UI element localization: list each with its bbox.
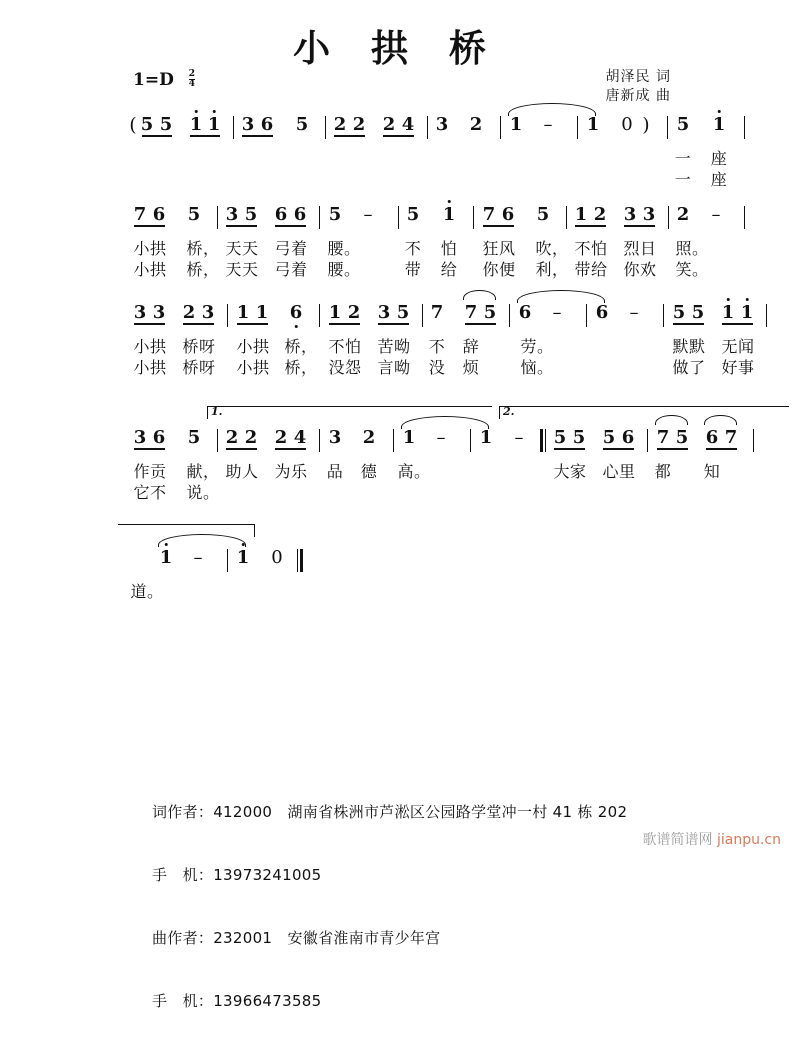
octave-dot-high [195, 110, 198, 113]
note-number: 6 [595, 302, 609, 323]
eighth-beam [603, 448, 634, 450]
note-number: 5 [553, 427, 567, 448]
eighth-beam [183, 323, 214, 325]
eighth-beam [226, 225, 257, 227]
lyric-syllable: 德 [360, 462, 378, 481]
lyric-syllable: 桥呀 [182, 337, 216, 356]
note-number: 1 [574, 204, 588, 225]
barline [319, 304, 320, 327]
note-number: 3 [225, 204, 239, 225]
lyric-row [0, 337, 793, 358]
note-number: 3 [133, 427, 147, 448]
note-number: 2 [182, 302, 196, 323]
note-number: 7 [656, 427, 670, 448]
note-number: 3 [328, 427, 342, 448]
barline [427, 116, 428, 139]
note-number: 5 [675, 427, 689, 448]
lyric-syllable: 一 [674, 149, 692, 168]
eighth-beam [142, 135, 172, 137]
note-number: 5 [244, 204, 258, 225]
note-number: 2 [469, 114, 483, 135]
lyric-syllable: 腰。 [327, 239, 361, 258]
octave-dot-high [448, 200, 451, 203]
eighth-beam [575, 225, 606, 227]
lyric-syllable: 好事 [721, 358, 755, 377]
note-number: 3 [623, 204, 637, 225]
lyric-syllable: 桥， [284, 337, 318, 356]
lyric-syllable: 不怕 [574, 239, 608, 258]
lyric-syllable: 大家 [553, 462, 587, 481]
time-signature-numerator: 2 [188, 69, 196, 79]
time-signature-denominator: 4 [188, 79, 196, 89]
lyric-syllable: 知 [703, 462, 721, 481]
lyric-syllable: 言呦 [377, 358, 411, 377]
page-title: 小 拱 桥 [293, 27, 500, 70]
note-number: 1 [208, 115, 221, 135]
tie-slur-arc [463, 290, 496, 300]
lyric-syllable: 弓着 [274, 239, 308, 258]
barline [753, 429, 754, 452]
lyric-syllable: 腰。 [327, 260, 361, 279]
lyric-syllable: 没怨 [328, 358, 362, 377]
lyric-syllable: 献， [186, 462, 220, 481]
barline [566, 206, 567, 229]
note-number: 6 [274, 204, 288, 225]
barline [586, 304, 587, 327]
note-number: 1 [236, 302, 250, 323]
lyric-syllable: 带 [404, 260, 422, 279]
barline [217, 206, 218, 229]
lyric-syllable: 高。 [397, 462, 431, 481]
lyric-syllable: 桥， [186, 260, 220, 279]
lyric-syllable: 烦 [462, 358, 480, 377]
note-number: 7 [724, 427, 738, 448]
note-number: 1 [443, 205, 456, 225]
section-parenthesis: ( [129, 114, 137, 136]
note-number: 2 [593, 204, 607, 225]
note-number: 2 [352, 114, 366, 135]
lyric-syllable: 天天 [225, 260, 259, 279]
lyric-syllable: 默默 [672, 337, 706, 356]
note-number: 4 [293, 427, 307, 448]
octave-dot-low [295, 325, 298, 328]
section-parenthesis: ) [642, 114, 650, 136]
lyric-syllable: 为乐 [274, 462, 308, 481]
note-number: 2 [274, 427, 288, 448]
eighth-beam [134, 225, 165, 227]
lyric-syllable: 利， [535, 260, 569, 279]
lyric-syllable: 你便 [482, 260, 516, 279]
barline [398, 206, 399, 229]
barline [509, 304, 510, 327]
note-number: 1 [255, 302, 269, 323]
note-row [0, 205, 793, 239]
note-number: 6 [293, 204, 307, 225]
eighth-beam [134, 323, 165, 325]
key-signature [133, 70, 195, 90]
lyric-syllable: 桥呀 [182, 358, 216, 377]
tie-slur-arc [704, 415, 737, 425]
footer-line: 词作者：412000 湖南省株洲市芦淞区公园路学堂冲一村 41 栋 202 [152, 803, 628, 821]
footer-line: 手 机：13973241005 [152, 866, 322, 884]
note-number: 1 [586, 114, 600, 135]
lyric-syllable: 都 [654, 462, 672, 481]
barline [667, 116, 668, 139]
note-number: 2 [382, 114, 396, 135]
time-signature [189, 70, 195, 89]
barline [393, 429, 394, 452]
lyric-syllable: 说。 [186, 483, 220, 502]
note-number: 7 [430, 302, 444, 323]
lyric-syllable: 带给 [574, 260, 608, 279]
barline [473, 206, 474, 229]
barline [227, 304, 228, 327]
note-row [0, 405, 793, 462]
note-number: 3 [377, 302, 391, 323]
note-number: 6 [518, 302, 532, 323]
lyric-syllable: 小拱 [236, 358, 270, 377]
note-duration-dash: – [363, 204, 373, 225]
lyric-syllable: 给 [440, 260, 458, 279]
lyric-syllable: 天天 [225, 239, 259, 258]
lyric-syllable: 不 [428, 337, 446, 356]
note-number: 4 [401, 114, 415, 135]
lyric-syllable: 做了 [672, 358, 706, 377]
watermark-en-text: jianpu.cn [716, 832, 781, 848]
note-duration-dash: – [552, 302, 562, 323]
lyric-syllable: 你欢 [623, 260, 657, 279]
note-number: 5 [672, 302, 686, 323]
note-number: 2 [362, 427, 376, 448]
eighth-beam [226, 448, 257, 450]
eighth-beam [673, 323, 704, 325]
key-signature-text: 1=D [133, 70, 174, 90]
footer-line: 手 机：13966473585 [152, 992, 322, 1010]
note-number: 2 [676, 204, 690, 225]
note-number: 7 [482, 204, 496, 225]
note-number: 5 [396, 302, 410, 323]
lyric-syllable: 吹， [535, 239, 569, 258]
eighth-beam [722, 323, 753, 325]
barline [500, 116, 501, 139]
lyric-syllable: 怕 [440, 239, 458, 258]
barline [217, 429, 218, 452]
note-number: 1 [479, 427, 493, 448]
note-number: 2 [347, 302, 361, 323]
lyric-syllable: 桥， [284, 358, 318, 377]
lyric-syllable: 作贡 [133, 462, 167, 481]
barline [319, 206, 320, 229]
note-duration-dash: – [514, 427, 524, 448]
note-number: 1 [190, 115, 203, 135]
barline [233, 116, 234, 139]
note-number: 3 [152, 302, 166, 323]
eighth-beam [275, 448, 306, 450]
lyric-syllable: 品 [326, 462, 344, 481]
octave-dot-high [727, 298, 730, 301]
note-number: 3 [435, 114, 449, 135]
note-number: 7 [133, 204, 147, 225]
barline [766, 304, 767, 327]
octave-dot-high [213, 110, 216, 113]
note-number: 1 [713, 115, 726, 135]
barline [647, 429, 648, 452]
eighth-beam [465, 323, 496, 325]
lyric-row [0, 149, 793, 170]
lyric-syllable: 座 [710, 149, 728, 168]
note-number: 1 [741, 303, 754, 323]
eighth-beam [706, 448, 737, 450]
note-number: 0 [621, 114, 633, 135]
music-system [0, 303, 793, 379]
note-number: 5 [295, 114, 309, 135]
note-number: 2 [225, 427, 239, 448]
lyric-row [0, 582, 793, 603]
octave-dot-high [165, 543, 168, 546]
note-number: 6 [501, 204, 515, 225]
lyric-syllable: 助人 [225, 462, 259, 481]
eighth-beam [483, 225, 514, 227]
eighth-beam [378, 323, 409, 325]
eighth-beam [237, 323, 268, 325]
note-row [0, 303, 793, 337]
note-number: 5 [328, 204, 342, 225]
note-number: 5 [187, 427, 201, 448]
note-number: 5 [572, 427, 586, 448]
note-number: 3 [201, 302, 215, 323]
note-number: 6 [705, 427, 719, 448]
eighth-beam [624, 225, 655, 227]
lyric-syllable: 小拱 [133, 239, 167, 258]
lyric-syllable: 小拱 [133, 358, 167, 377]
barline [319, 429, 320, 452]
lyric-row [0, 239, 793, 260]
note-number: 5 [187, 204, 201, 225]
lyric-syllable: 狂风 [482, 239, 516, 258]
lyric-syllable: 不怕 [328, 337, 362, 356]
note-number: 2 [333, 114, 347, 135]
repeat-ending-bracket [499, 406, 789, 419]
lyric-syllable: 笑。 [675, 260, 709, 279]
lyric-syllable: 烈日 [623, 239, 657, 258]
note-number: 6 [152, 204, 166, 225]
lyric-row [0, 358, 793, 379]
eighth-beam [554, 448, 585, 450]
lyric-syllable: 劳。 [520, 337, 554, 356]
repeat-ending-label: 1. [211, 405, 223, 418]
barline [227, 549, 228, 572]
note-number: 1 [509, 114, 523, 135]
composer-credit: 唐新成 曲 [605, 88, 671, 104]
lyric-syllable: 它不 [133, 483, 167, 502]
eighth-beam [383, 135, 414, 137]
note-number: 7 [464, 302, 478, 323]
note-duration-dash: – [543, 114, 553, 135]
eighth-beam [242, 135, 273, 137]
note-number: 1 [722, 303, 735, 323]
note-number: 1 [237, 548, 250, 568]
music-system [0, 548, 793, 603]
credits [606, 68, 671, 106]
note-number: 1 [328, 302, 342, 323]
lyric-row [0, 170, 793, 191]
lyric-syllable: 座 [710, 170, 728, 189]
note-number: 6 [290, 303, 303, 323]
note-number: 5 [676, 114, 690, 135]
barline [744, 116, 745, 139]
note-number: 5 [406, 204, 420, 225]
note-number: 3 [133, 302, 147, 323]
note-number: 5 [691, 302, 705, 323]
note-number: 6 [152, 427, 166, 448]
note-number: 0 [271, 547, 283, 568]
note-number: 2 [244, 427, 258, 448]
octave-dot-high [242, 543, 245, 546]
note-number: 3 [241, 114, 255, 135]
lyric-row [0, 462, 793, 483]
eighth-beam [275, 225, 306, 227]
note-number: 1 [402, 427, 416, 448]
lyric-syllable: 小拱 [133, 260, 167, 279]
note-number: 5 [483, 302, 497, 323]
lyric-syllable: 照。 [675, 239, 709, 258]
lyric-syllable: 弓着 [274, 260, 308, 279]
lyric-syllable: 小拱 [236, 337, 270, 356]
eighth-beam [190, 135, 220, 137]
note-number: 5 [536, 204, 550, 225]
barline [325, 116, 326, 139]
note-number: 3 [642, 204, 656, 225]
note-duration-dash: – [711, 204, 721, 225]
lyric-syllable: 一 [674, 170, 692, 189]
note-row [0, 548, 793, 582]
site-watermark [643, 829, 781, 849]
barline [422, 304, 423, 327]
barline [744, 206, 745, 229]
note-duration-dash: – [629, 302, 639, 323]
lyric-syllable: 无闻 [721, 337, 755, 356]
lyric-row [0, 483, 793, 504]
lyric-syllable: 苦呦 [377, 337, 411, 356]
music-system [0, 205, 793, 281]
barline [668, 206, 669, 229]
note-number: 5 [602, 427, 616, 448]
eighth-beam [334, 135, 365, 137]
lyric-syllable: 辞 [462, 337, 480, 356]
note-number: 5 [159, 114, 173, 135]
note-duration-dash: – [436, 427, 446, 448]
lyric-syllable: 小拱 [133, 337, 167, 356]
note-duration-dash: – [193, 547, 203, 568]
repeat-ending-label: 2. [503, 405, 515, 418]
watermark-cn-text: 歌谱简谱网 [642, 832, 713, 848]
lyric-syllable: 恼。 [520, 358, 554, 377]
barline [470, 429, 471, 452]
lyric-syllable: 没 [428, 358, 446, 377]
lyric-syllable: 道。 [130, 582, 164, 601]
note-number: 5 [140, 114, 154, 135]
note-number: 6 [621, 427, 635, 448]
lyric-syllable: 桥， [186, 239, 220, 258]
note-number: 1 [160, 548, 173, 568]
note-row [0, 115, 793, 149]
barline [663, 304, 664, 327]
tie-slur-arc [655, 415, 688, 425]
footer-line: 曲作者：232001 安徽省淮南市青少年宫 [152, 929, 441, 947]
contact-footer [152, 760, 627, 1054]
lyric-row [0, 260, 793, 281]
lyricist-credit: 胡泽民 词 [605, 69, 671, 85]
music-system [0, 405, 793, 504]
eighth-beam [329, 323, 360, 325]
lyric-syllable: 心里 [602, 462, 636, 481]
note-number: 6 [260, 114, 274, 135]
lyric-syllable: 不 [404, 239, 422, 258]
music-system [0, 115, 793, 191]
eighth-beam [134, 448, 165, 450]
barline [577, 116, 578, 139]
octave-dot-high [718, 110, 721, 113]
octave-dot-high [746, 298, 749, 301]
eighth-beam [657, 448, 688, 450]
